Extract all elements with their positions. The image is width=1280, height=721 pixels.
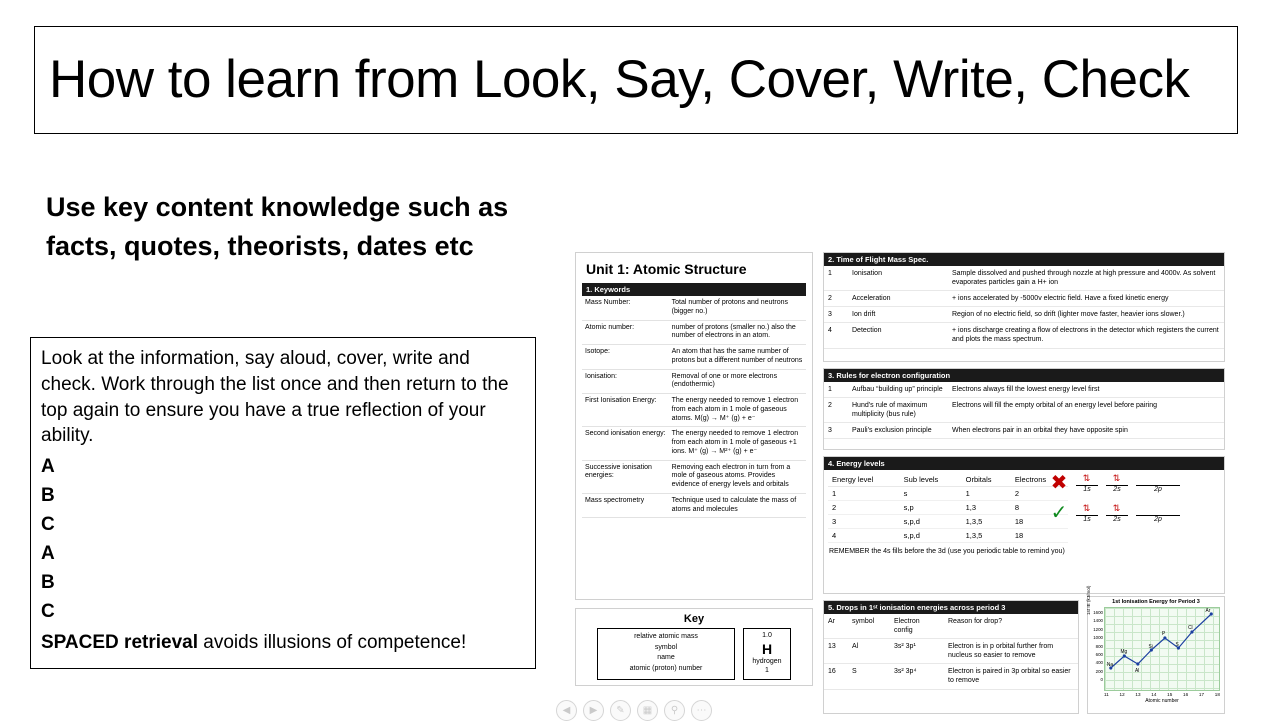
svg-text:Cl: Cl — [1188, 625, 1193, 632]
orbital-group — [1076, 503, 1098, 523]
arrow-empty-icon — [1136, 504, 1180, 514]
keywords-table — [582, 296, 806, 518]
list-item: A — [41, 456, 55, 478]
row-label: Acceleration — [848, 291, 948, 307]
cell: 1,3,5 — [962, 529, 1011, 543]
cell: Electron is in p orbital further from nucleus so easier to remove — [944, 639, 1078, 664]
tick-label: 15 — [1167, 692, 1173, 697]
table-row — [582, 369, 806, 394]
column-header: Electron config — [890, 614, 944, 639]
row-number: 2 — [824, 398, 848, 423]
cross-icon: ✖ — [1050, 472, 1068, 494]
spaced-retrieval-note — [41, 629, 523, 657]
cell: 3s² 3p¹ — [890, 639, 944, 664]
cell: 3 — [828, 515, 900, 529]
tick-label: 0 — [1100, 677, 1103, 683]
keyword-term: Mass Number: — [582, 296, 669, 320]
column-header: Sub levels — [900, 473, 962, 487]
table-row — [828, 501, 1068, 515]
energy-levels-table — [828, 473, 1068, 543]
tick-label: 600 — [1095, 652, 1103, 658]
table-row — [824, 398, 1224, 423]
row-label: Ionisation — [848, 266, 948, 291]
cell: 1,3,5 — [962, 515, 1011, 529]
cell: 1 — [962, 487, 1011, 501]
prev-icon[interactable]: ◀ — [556, 700, 577, 721]
list-item: C — [41, 514, 55, 536]
table-row — [828, 515, 1068, 529]
tick-label: 16 — [1183, 692, 1189, 697]
key-number: 1 — [765, 667, 769, 674]
keyword-term: Successive ionisation energies: — [582, 460, 669, 493]
keyword-term: Ionisation: — [582, 369, 669, 394]
key-labels — [597, 628, 735, 680]
key-symbol: H — [761, 640, 773, 657]
orbital-label: 2p — [1154, 486, 1162, 493]
more-icon[interactable]: ⋯ — [691, 700, 712, 721]
row-detail: When electrons pair in an orbital they have opposite spin — [948, 423, 1224, 439]
keyword-definition: Technique used to calculate the mass of atoms and molecules — [669, 493, 806, 518]
tick-label: 12 — [1119, 692, 1125, 697]
table-row — [824, 423, 1224, 439]
table-row — [828, 487, 1068, 501]
energy-levels-header: 4. Energy levels — [824, 457, 1224, 470]
tick-label: 14 — [1151, 692, 1157, 697]
orbital-row-incorrect — [1050, 473, 1218, 493]
keyword-definition: The energy needed to remove 1 electron from each atom in 1 mole of gaseous +1 ions. M⁺ (g) → M²⁺ (g) + e⁻ — [669, 427, 806, 460]
tick-label: 1000 — [1093, 635, 1103, 641]
cell: 2 — [828, 501, 900, 515]
svg-text:Al: Al — [1134, 668, 1140, 675]
table-row — [582, 460, 806, 493]
svg-text:Ar: Ar — [1205, 608, 1211, 615]
table-header-row — [824, 614, 1078, 639]
row-detail: Electrons always fill the lowest energy level first — [948, 382, 1224, 398]
row-detail: Electrons will fill the empty orbital of an energy level before pairing — [948, 398, 1224, 423]
orbital-group — [1106, 503, 1128, 523]
cell: 18 — [1011, 529, 1068, 543]
orbital-label: 2p — [1154, 516, 1162, 523]
time-of-flight-panel — [823, 252, 1225, 362]
keyword-definition: Total number of protons and neutrons (bigger no.) — [669, 296, 806, 320]
ionisation-drops-panel — [823, 600, 1079, 714]
orbital-group — [1106, 473, 1128, 493]
page-title: How to learn from Look, Say, Cover, Write, Check — [49, 50, 1190, 110]
keyword-definition: The energy needed to remove 1 electron from each atom in 1 mole of gaseous atoms. M(g) → M⁺ (g) + e⁻ — [669, 394, 806, 427]
rules-header: 3. Rules for electron configuration — [824, 369, 1224, 382]
keyword-term: Atomic number: — [582, 320, 669, 345]
revision-sheet — [575, 252, 1225, 714]
column-header: Ar — [824, 614, 848, 639]
svg-text:S: S — [1175, 642, 1179, 649]
tick-label: 1600 — [1093, 610, 1103, 615]
keyword-definition: Removal of one or more electrons (endothermic) — [669, 369, 806, 394]
row-number: 3 — [824, 307, 848, 323]
tof-table — [824, 266, 1224, 349]
cell: 8 — [1011, 501, 1068, 515]
spaced-retrieval-bold: SPACED retrieval — [41, 631, 198, 653]
table-row — [824, 664, 1078, 689]
row-detail: + ions discharge creating a flow of electrons in the detector which registers the current and plots the mass spectrum. — [948, 323, 1224, 348]
row-label: Hund’s rule of maximum multiplicity (bus rule) — [848, 398, 948, 423]
arrow-pair-icon: ⇅ — [1112, 473, 1122, 483]
key-label: symbol — [654, 643, 678, 651]
zoom-icon[interactable]: ⚲ — [664, 700, 685, 721]
table-row — [824, 382, 1224, 398]
key-title: Key — [683, 613, 705, 625]
list-item: B — [41, 485, 55, 507]
keyword-term: Mass spectrometry — [582, 493, 669, 518]
svg-text:P: P — [1162, 631, 1166, 638]
key-name: hydrogen — [752, 658, 782, 666]
tick-label: 200 — [1095, 668, 1103, 674]
tick-label: 18 — [1214, 692, 1220, 697]
arrow-pair-icon: ⇅ — [1082, 473, 1092, 483]
table-row — [582, 394, 806, 427]
row-number: 1 — [824, 382, 848, 398]
cell: 2 — [1011, 487, 1068, 501]
cell: s,p,d — [900, 529, 962, 543]
cell: 13 — [824, 639, 848, 664]
key-inner — [576, 628, 812, 680]
column-header: Reason for drop? — [944, 614, 1078, 639]
cell: 1,3 — [962, 501, 1011, 515]
row-number: 2 — [824, 291, 848, 307]
key-label: atomic (proton) number — [629, 664, 703, 672]
drops-table — [824, 614, 1078, 690]
row-detail: Region of no electric field, so drift (lighter move faster, heavier ions slower.) — [948, 307, 1224, 323]
instruction-paragraph: Look at the information, say aloud, cover, write and check. Work through the list once and then return to the top again to ensure you have a true reflection of your ability. — [41, 348, 509, 447]
orbital-row-correct — [1050, 503, 1218, 523]
keyword-term: Isotope: — [582, 345, 669, 370]
row-detail: + ions accelerated by -5000v electric field. Have a fixed kinetic energy — [948, 291, 1224, 307]
graph-plot-area — [1104, 607, 1220, 691]
next-icon[interactable]: ▶ — [583, 700, 604, 721]
key-example-element — [743, 628, 791, 680]
orbital-group — [1076, 473, 1098, 493]
row-label: Ion drift — [848, 307, 948, 323]
arrow-empty-icon — [1136, 474, 1180, 484]
instruction-box — [30, 337, 536, 669]
column-header: Electrons — [1011, 473, 1068, 487]
graph-y-ticks — [1091, 609, 1103, 685]
cell: s,p,d — [900, 515, 962, 529]
keyword-definition: An atom that has the same number of protons but a different number of neutrons — [669, 345, 806, 370]
row-label: Aufbau “building up” principle — [848, 382, 948, 398]
ionisation-energy-graph — [1086, 585, 1225, 714]
keyword-definition: Removing each electron in turn from a mole of gaseous atoms. Provides evidence of energy levels and orbitals — [669, 460, 806, 493]
presentation-toolbar[interactable] — [556, 700, 712, 721]
svg-text:Mg: Mg — [1120, 649, 1128, 656]
cell: 18 — [1011, 515, 1068, 529]
table-row — [824, 323, 1224, 348]
svg-text:Na: Na — [1106, 662, 1114, 669]
list-item: A — [41, 542, 55, 564]
tick-label: 400 — [1095, 660, 1103, 666]
row-label: Pauli’s exclusion principle — [848, 423, 948, 439]
drops-header: 5. Drops in 1ˢᵗ ionisation energies across period 3 — [824, 601, 1078, 614]
tick-icon: ✓ — [1050, 502, 1068, 524]
orbital-label: 2s — [1113, 486, 1121, 493]
cell: 16 — [824, 664, 848, 689]
tick-label: 17 — [1198, 692, 1205, 697]
graph-x-ticks — [1104, 692, 1220, 697]
graph-y-label: 1st IE (kJ/mol) — [1086, 585, 1091, 615]
table-row — [582, 493, 806, 518]
tick-label: 1400 — [1093, 618, 1103, 624]
key-label: relative atomic mass — [634, 633, 698, 640]
energy-levels-panel — [823, 456, 1225, 594]
cell: 4 — [828, 529, 900, 543]
unit-keywords-panel — [575, 252, 813, 600]
remember-note: REMEMBER the 4s fills before the 3d (use you periodic table to remind you) — [829, 548, 1065, 555]
cell: s — [900, 487, 962, 501]
orbital-label: 1s — [1083, 516, 1091, 523]
table-row — [582, 345, 806, 370]
table-row — [824, 639, 1078, 664]
table-row — [582, 320, 806, 345]
rules-table — [824, 382, 1224, 439]
cell: Al — [848, 639, 890, 664]
key-mass: 1.0 — [762, 632, 772, 639]
column-header: Orbitals — [962, 473, 1011, 487]
keyword-term: First Ionisation Energy: — [582, 394, 669, 427]
keyword-term: Second ionisation energy: — [582, 427, 669, 460]
cell: 1 — [828, 487, 900, 501]
table-row — [828, 529, 1068, 543]
spaced-retrieval-rest: avoids illusions of competence! — [198, 631, 467, 653]
unit-title: Unit 1: Atomic Structure — [586, 261, 747, 277]
orbital-diagrams — [1050, 473, 1218, 533]
table-row — [582, 427, 806, 460]
graph-x-label: Atomic number — [1145, 698, 1179, 704]
column-header: symbol — [848, 614, 890, 639]
table-row — [824, 291, 1224, 307]
column-header: Energy level — [828, 473, 900, 487]
tick-label: 1200 — [1093, 626, 1103, 632]
row-number: 4 — [824, 323, 848, 348]
list-item: B — [41, 571, 55, 593]
table-row — [824, 307, 1224, 323]
tick-label: 800 — [1095, 643, 1103, 649]
tick-label: 13 — [1135, 692, 1141, 697]
row-number: 1 — [824, 266, 848, 291]
cell: Electron is paired in 3p orbital so easier to remove — [944, 664, 1078, 689]
electron-config-rules-panel — [823, 368, 1225, 450]
slides-icon[interactable]: ▦ — [637, 700, 658, 721]
keyword-definition: number of protons (smaller no.) also the number of electrons in an atom. — [669, 320, 806, 345]
arrow-pair-icon: ⇅ — [1082, 503, 1092, 513]
table-header-row — [828, 473, 1068, 487]
slide-title-box — [34, 26, 1238, 134]
cell: S — [848, 664, 890, 689]
cell: s,p — [900, 501, 962, 515]
key-label: name — [657, 654, 675, 661]
orbital-group — [1136, 474, 1180, 493]
cell: 3s² 3p⁴ — [890, 664, 944, 689]
pen-icon[interactable]: ✎ — [610, 700, 631, 721]
row-number: 3 — [824, 423, 848, 439]
lead-heading: Use key content knowledge such as facts, quotes, theorists, dates etc — [46, 192, 509, 262]
row-label: Detection — [848, 323, 948, 348]
keywords-header: 1. Keywords — [582, 283, 806, 296]
graph-title: 1st Ionisation Energy for Period 3 — [1112, 599, 1200, 605]
table-row — [582, 296, 806, 320]
svg-text:Si: Si — [1148, 644, 1153, 651]
tick-label: 11 — [1104, 692, 1109, 697]
key-legend-box — [575, 608, 813, 686]
graph-series — [1105, 608, 1219, 690]
orbital-label: 2s — [1113, 516, 1121, 523]
arrow-pair-icon: ⇅ — [1112, 503, 1122, 513]
list-item: C — [41, 600, 55, 622]
orbital-label: 1s — [1083, 486, 1091, 493]
row-detail: Sample dissolved and pushed through nozzle at high pressure and 4000v. As solvent evaporates particles gain a H+ ion — [948, 266, 1224, 291]
table-row — [824, 266, 1224, 291]
tof-header: 2. Time of Flight Mass Spec. — [824, 253, 1224, 266]
orbital-group — [1136, 504, 1180, 523]
